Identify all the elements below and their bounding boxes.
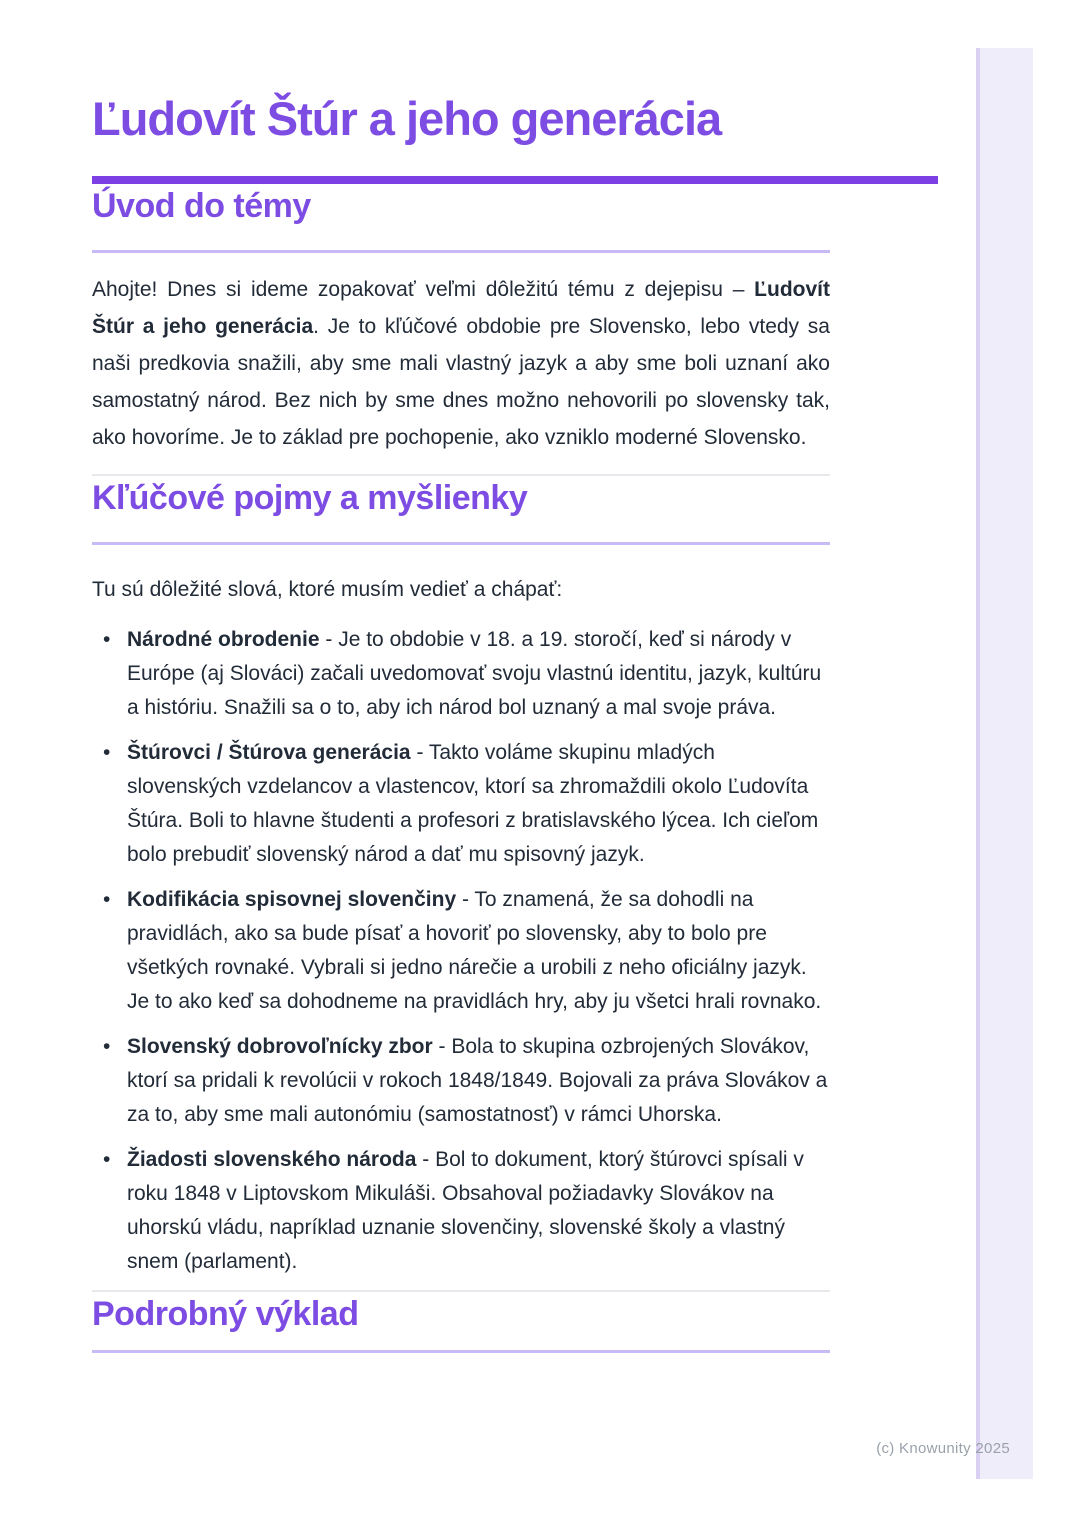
section-rule-detail — [92, 1350, 830, 1353]
concept-text: Bol to dokument, ktorý štúrovci spísali v roku 1848 v Liptovskom Mikuláši. Obsahoval požiadavky Slovákov na uhorskú vládu, napríklad uznanie slovenčiny, slovenské školy a vlastný snem (parlament). — [127, 1148, 804, 1273]
document-content — [92, 0, 830, 1353]
list-item — [127, 883, 830, 1019]
concept-term: Štúrovci / Štúrova generácia — [127, 741, 411, 764]
list-item — [127, 1030, 830, 1132]
intro-text-after: . Je to kľúčové obdobie pre Slovensko, lebo vtedy sa naši predkovia snažili, aby sme mali vlastný jazyk a aby sme boli uznaní ako samostatný národ. Bez nich by sme dnes možno nehovorili po slovensky tak, ako hovoríme. Je to základ pre pochopenie, ako vzniklo moderné Slovensko. — [92, 315, 830, 449]
list-item — [127, 1143, 830, 1279]
concepts-lead: Tu sú dôležité slová, ktoré musím vedieť a chápať: — [92, 578, 563, 601]
concept-text: Takto voláme skupinu mladých slovenských vzdelancov a vlastencov, ktorí sa zhromaždili okolo Ľudovíta Štúra. Boli to hlavne študenti a profesori z bratislavského lýcea. Ich cieľom bolo prebudiť slovenský národ a dať mu spisovný jazyk. — [127, 741, 819, 866]
intro-paragraph — [92, 271, 830, 456]
section-rule-concepts — [92, 542, 830, 545]
concept-text: Je to obdobie v 18. a 19. storočí, keď si národy v Európe (aj Slováci) začali uvedomovať svoju vlastnú identitu, jazyk, kultúru a históriu. Snažili sa o to, aby ich národ bol uznaný a mal svoje práva. — [127, 628, 822, 719]
concept-text: Bola to skupina ozbrojených Slovákov, ktorí sa pridali k revolúcii v rokoch 1848/1849. Bojovali za práva Slovákov a za to, aby sme mali autonómiu (samostatnosť) v rámci Uhorska. — [127, 1035, 828, 1126]
concept-text: To znamená, že sa dohodli na pravidlách, ako sa bude písať a hovoriť po slovensky, aby to bolo pre všetkých rovnaké. Vybrali si jedno nárečie a urobili z neho oficiálny jazyk. Je to ako keď sa dohodneme na pravidlách hry, aby ju všetci hrali rovnako. — [127, 888, 822, 1013]
concept-separator: - — [410, 741, 429, 764]
decorative-side-strip — [976, 48, 1033, 1479]
concept-term: Slovenský dobrovoľnícky zbor — [127, 1035, 433, 1058]
concept-list — [92, 623, 830, 1279]
concept-separator: - — [319, 628, 339, 651]
title-rule — [92, 176, 938, 184]
concept-term: Kodifikácia spisovnej slovenčiny — [127, 888, 457, 911]
concept-separator: - — [432, 1035, 452, 1058]
concept-term: Žiadosti slovenského národa — [127, 1148, 417, 1171]
intro-text-before: Ahojte! Dnes si ideme zopakovať veľmi dôležitú tému z dejepisu – — [92, 278, 755, 301]
section-heading-intro: Úvod do témy — [92, 187, 311, 225]
copyright-watermark: (c) Knowunity 2025 — [876, 1440, 1010, 1457]
intro-text-bold: Ľudovít Štúr a jeho generácia — [92, 278, 830, 338]
page-title: Ľudovít Štúr a jeho generácia — [92, 92, 722, 145]
concept-separator: - — [416, 1148, 436, 1171]
section-heading-detail: Podrobný výklad — [92, 1295, 359, 1333]
concept-separator: - — [456, 888, 475, 911]
list-item — [127, 623, 830, 725]
section-heading-concepts: Kľúčové pojmy a myšlienky — [92, 479, 528, 517]
list-item — [127, 736, 830, 872]
concept-term: Národné obrodenie — [127, 628, 320, 651]
section-rule-intro — [92, 250, 830, 253]
